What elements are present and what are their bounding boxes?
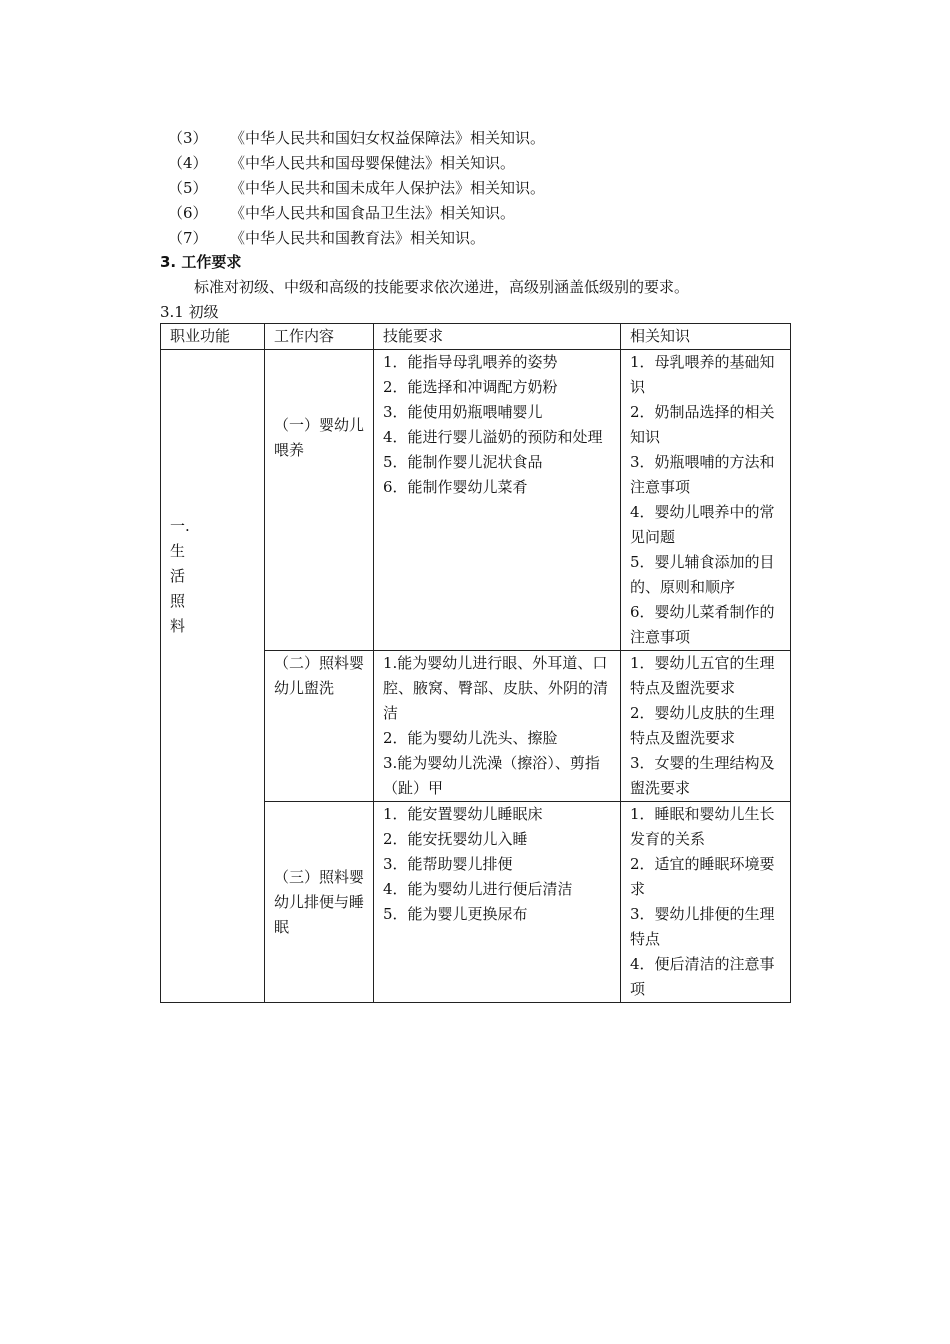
law-number: （7）	[168, 229, 208, 247]
law-text: 《中华人民共和国食品卫生法》相关知识。	[230, 204, 516, 222]
law-item	[168, 126, 545, 151]
law-item	[168, 151, 545, 176]
header-knowledge: 相关知识	[621, 324, 791, 350]
intro-paragraph: 标准对初级、中级和高级的技能要求依次递进，高级别涵盖低级别的要求。	[194, 278, 690, 296]
header-skills: 技能要求	[374, 324, 621, 350]
subsection-title: 3.1 初级	[160, 303, 219, 321]
law-number: （4）	[168, 154, 208, 172]
law-item	[168, 201, 545, 226]
function-cell: 一. 生 活 照 料	[161, 350, 265, 1003]
header-function: 职业功能	[161, 324, 265, 350]
knowledge-cell: 1．睡眠和婴幼儿生长发育的关系 2．适宜的睡眠环境要求 3．婴幼儿排便的生理特点 4．便后清洁的注意事项	[621, 802, 791, 1003]
content-cell: （一）婴幼儿喂养	[265, 350, 374, 651]
skills-cell: 1.能为婴幼儿进行眼、外耳道、口腔、腋窝、臀部、皮肤、外阴的清洁 2．能为婴幼儿洗头、擦脸 3.能为婴幼儿洗澡（擦浴）、剪指（趾）甲	[374, 651, 621, 802]
skills-cell: 1．能安置婴幼儿睡眠床 2．能安抚婴幼儿入睡 3．能帮助婴儿排便 4．能为婴幼儿进行便后清洁 5．能为婴儿更换尿布	[374, 802, 621, 1003]
law-text: 《中华人民共和国妇女权益保障法》相关知识。	[230, 129, 546, 147]
law-number: （3）	[168, 129, 208, 147]
law-text: 《中华人民共和国教育法》相关知识。	[230, 229, 486, 247]
skills-cell: 1．能指导母乳喂养的姿势 2．能选择和冲调配方奶粉 3．能使用奶瓶喂哺婴儿 4．能进行婴儿溢奶的预防和处理 5．能制作婴儿泥状食品 6．能制作婴幼儿菜肴	[374, 350, 621, 651]
content-cell: （二）照料婴幼儿盥洗	[265, 651, 374, 802]
section-title: 3. 工作要求	[160, 253, 242, 271]
law-list	[168, 126, 545, 251]
law-number: （6）	[168, 204, 208, 222]
law-item	[168, 176, 545, 201]
table-header-row	[161, 324, 791, 350]
knowledge-cell: 1．婴幼儿五官的生理特点及盥洗要求 2．婴幼儿皮肤的生理特点及盥洗要求 3．女婴的生理结构及盥洗要求	[621, 651, 791, 802]
law-number: （5）	[168, 179, 208, 197]
law-text: 《中华人民共和国未成年人保护法》相关知识。	[230, 179, 546, 197]
content-cell: （三）照料婴幼儿排便与睡眠	[265, 802, 374, 1003]
law-item	[168, 226, 545, 251]
requirements-table	[160, 323, 791, 1003]
law-text: 《中华人民共和国母婴保健法》相关知识。	[230, 154, 516, 172]
knowledge-cell: 1．母乳喂养的基础知识 2．奶制品选择的相关知识 3．奶瓶喂哺的方法和注意事项 4．婴幼儿喂养中的常见问题 5．婴儿辅食添加的目的、原则和顺序 6．婴幼儿菜肴制作的注意事项	[621, 350, 791, 651]
table-row	[161, 350, 791, 651]
header-content: 工作内容	[265, 324, 374, 350]
